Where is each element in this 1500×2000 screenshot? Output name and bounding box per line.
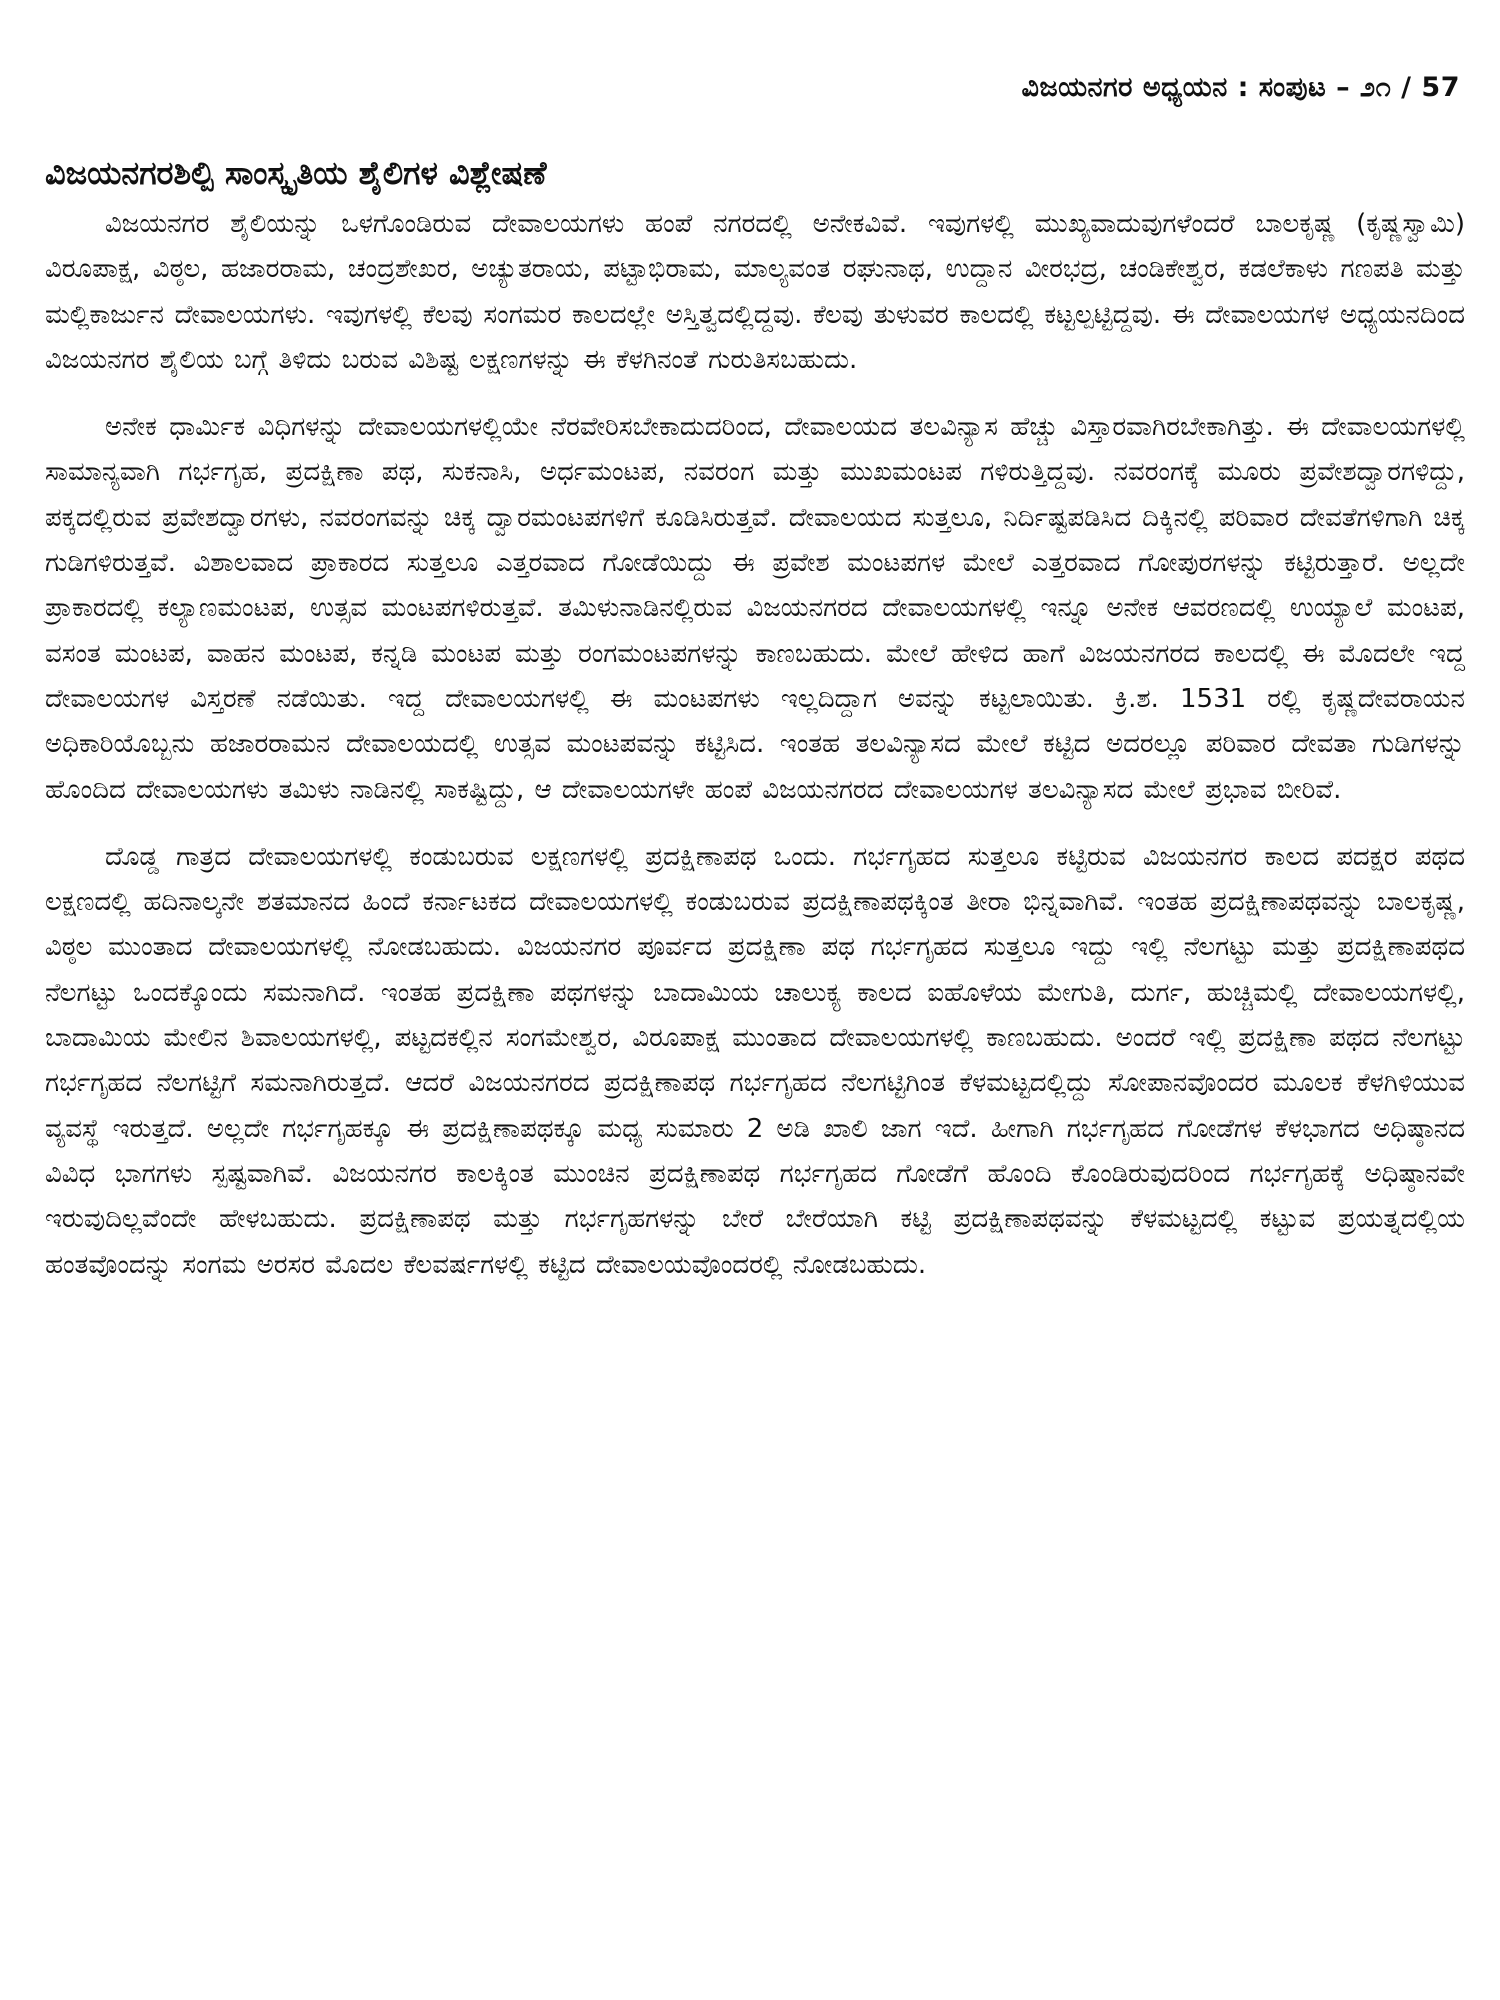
article-body <box>45 150 1465 1310</box>
paragraph-3: ದೊಡ್ಡ ಗಾತ್ರದ ದೇವಾಲಯಗಳಲ್ಲಿ ಕಂಡುಬರುವ ಲಕ್ಷಣಗಳಲ್ಲಿ ಪ್ರದಕ್ಷಿಣಾಪಥ ಒಂದು. ಗರ್ಭಗೃಹದ ಸುತ್ತಲೂ ಕಟ್ಟಿರುವ ವಿಜಯನಗರ ಕಾಲದ ಪದಕ್ಷರ ಪಥದ ಲಕ್ಷಣದಲ್ಲಿ ಹದಿನಾಲ್ಕನೇ ಶತಮಾನದ ಹಿಂದೆ ಕರ್ನಾಟಕದ ದೇವಾಲಯಗಳಲ್ಲಿ ಕಂಡುಬರುವ ಪ್ರದಕ್ಷಿಣಾಪಥಕ್ಕಿಂತ ತೀರಾ ಭಿನ್ನವಾಗಿವೆ. ಇಂತಹ ಪ್ರದಕ್ಷಿಣಾಪಥವನ್ನು ಬಾಲಕೃಷ್ಣ, ವಿಠ್ಠಲ ಮುಂತಾದ ದೇವಾಲಯಗಳಲ್ಲಿ ನೋಡಬಹುದು. ವಿಜಯನಗರ ಪೂರ್ವದ ಪ್ರದಕ್ಷಿಣಾ ಪಥ ಗರ್ಭಗೃಹದ ಸುತ್ತಲೂ ಇದ್ದು ಇಲ್ಲಿ ನೆಲಗಟ್ಟು ಮತ್ತು ಪ್ರದಕ್ಷಿಣಾಪಥದ ನೆಲಗಟ್ಟು ಒಂದಕ್ಕೊಂದು ಸಮನಾಗಿದೆ. ಇಂತಹ ಪ್ರದಕ್ಷಿಣಾ ಪಥಗಳನ್ನು ಬಾದಾಮಿಯ ಚಾಲುಕ್ಯ ಕಾಲದ ಐಹೊಳೆಯ ಮೇಗುತಿ, ದುರ್ಗ, ಹುಚ್ಚಿಮಲ್ಲಿ ದೇವಾಲಯಗಳಲ್ಲಿ, ಬಾದಾಮಿಯ ಮೇಲಿನ ಶಿವಾಲಯಗಳಲ್ಲಿ, ಪಟ್ಟದಕಲ್ಲಿನ ಸಂಗಮೇಶ್ವರ, ವಿರೂಪಾಕ್ಷ ಮುಂತಾದ ದೇವಾಲಯಗಳಲ್ಲಿ ಕಾಣಬಹುದು. ಅಂದರೆ ಇಲ್ಲಿ ಪ್ರದಕ್ಷಿಣಾ ಪಥದ ನೆಲಗಟ್ಟು ಗರ್ಭಗೃಹದ ನೆಲಗಟ್ಟಿಗೆ ಸಮನಾಗಿರುತ್ತದೆ. ಆದರೆ ವಿಜಯನಗರದ ಪ್ರದಕ್ಷಿಣಾಪಥ ಗರ್ಭಗೃಹದ ನೆಲಗಟ್ಟಿಗಿಂತ ಕೆಳಮಟ್ಟದಲ್ಲಿದ್ದು ಸೋಪಾನವೊಂದರ ಮೂಲಕ ಕೆಳಗಿಳಿಯುವ ವ್ಯವಸ್ಥೆ ಇರುತ್ತದೆ. ಅಲ್ಲದೇ ಗರ್ಭಗೃಹಕ್ಕೂ ಈ ಪ್ರದಕ್ಷಿಣಾಪಥಕ್ಕೂ ಮಧ್ಯ ಸುಮಾರು 2 ಅಡಿ ಖಾಲಿ ಜಾಗ ಇದೆ. ಹೀಗಾಗಿ ಗರ್ಭಗೃಹದ ಗೋಡೆಗಳ ಕೆಳಭಾಗದ ಅಧಿಷ್ಠಾನದ ವಿವಿಧ ಭಾಗಗಳು ಸ್ಪಷ್ಟವಾಗಿವೆ. ವಿಜಯನಗರ ಕಾಲಕ್ಕಿಂತ ಮುಂಚಿನ ಪ್ರದಕ್ಷಿಣಾಪಥ ಗರ್ಭಗೃಹದ ಗೋಡೆಗೆ ಹೊಂದಿ ಕೊಂಡಿರುವುದರಿಂದ ಗರ್ಭಗೃಹಕ್ಕೆ ಅಧಿಷ್ಠಾನವೇ ಇರುವುದಿಲ್ಲವೆಂದೇ ಹೇಳಬಹುದು. ಪ್ರದಕ್ಷಿಣಾಪಥ ಮತ್ತು ಗರ್ಭಗೃಹಗಳನ್ನು ಬೇರೆ ಬೇರೆಯಾಗಿ ಕಟ್ಟಿ ಪ್ರದಕ್ಷಿಣಾಪಥವನ್ನು ಕೆಳಮಟ್ಟದಲ್ಲಿ ಕಟ್ಟುವ ಪ್ರಯತ್ನದಲ್ಲಿಯ ಹಂತವೊಂದನ್ನು ಸಂಗಮ ಅರಸರ ಮೊದಲ ಕೆಲವರ್ಷಗಳಲ್ಲಿ ಕಟ್ಟಿದ ದೇವಾಲಯವೊಂದರಲ್ಲಿ ನೋಡಬಹುದು. <box>45 841 1465 1280</box>
paragraph-1: ವಿಜಯನಗರ ಶೈಲಿಯನ್ನು ಒಳಗೊಂಡಿರುವ ದೇವಾಲಯಗಳು ಹಂಪೆ ನಗರದಲ್ಲಿ ಅನೇಕವಿವೆ. ಇವುಗಳಲ್ಲಿ ಮುಖ್ಯವಾದುವುಗಳೆಂದರೆ ಬಾಲಕೃಷ್ಣ (ಕೃಷ್ಣಸ್ವಾಮಿ) ವಿರೂಪಾಕ್ಷ, ವಿಠ್ಠಲ, ಹಜಾರರಾಮ, ಚಂದ್ರಶೇಖರ, ಅಚ್ಯುತರಾಯ, ಪಟ್ಟಾಭಿರಾಮ, ಮಾಲ್ಯವಂತ ರಘುನಾಥ, ಉದ್ದಾನ ವೀರಭದ್ರ, ಚಂಡಿಕೇಶ್ವರ, ಕಡಲೆಕಾಳು ಗಣಪತಿ ಮತ್ತು ಮಲ್ಲಿಕಾರ್ಜುನ ದೇವಾಲಯಗಳು. ಇವುಗಳಲ್ಲಿ ಕೆಲವು ಸಂಗಮರ ಕಾಲದಲ್ಲೇ ಅಸ್ತಿತ್ವದಲ್ಲಿದ್ದವು. ಕೆಲವು ತುಳುವರ ಕಾಲದಲ್ಲಿ ಕಟ್ಟಲ್ಪಟ್ಟಿದ್ದವು. ಈ ದೇವಾಲಯಗಳ ಅಧ್ಯಯನದಿಂದ ವಿಜಯನಗರ ಶೈಲಿಯ ಬಗ್ಗೆ ತಿಳಿದು ಬರುವ ವಿಶಿಷ್ಟ ಲಕ್ಷಣಗಳನ್ನು ಈ ಕೆಳಗಿನಂತೆ ಗುರುತಿಸಬಹುದು. <box>45 209 1465 375</box>
running-header: ವಿಜಯನಗರ ಅಧ್ಯಯನ : ಸಂಪುಟ – ೨೧ / 57 <box>1021 72 1460 103</box>
paragraph-2: ಅನೇಕ ಧಾರ್ಮಿಕ ವಿಧಿಗಳನ್ನು ದೇವಾಲಯಗಳಲ್ಲಿಯೇ ನೆರವೇರಿಸಬೇಕಾದುದರಿಂದ, ದೇವಾಲಯದ ತಲವಿನ್ಯಾಸ ಹೆಚ್ಚು ವಿಸ್ತಾರವಾಗಿರಬೇಕಾಗಿತ್ತು. ಈ ದೇವಾಲಯಗಳಲ್ಲಿ ಸಾಮಾನ್ಯವಾಗಿ ಗರ್ಭಗೃಹ, ಪ್ರದಕ್ಷಿಣಾ ಪಥ, ಸುಕನಾಸಿ, ಅರ್ಧಮಂಟಪ, ನವರಂಗ ಮತ್ತು ಮುಖಮಂಟಪ ಗಳಿರುತ್ತಿದ್ದವು. ನವರಂಗಕ್ಕೆ ಮೂರು ಪ್ರವೇಶದ್ವಾರಗಳಿದ್ದು, ಪಕ್ಕದಲ್ಲಿರುವ ಪ್ರವೇಶದ್ವಾರಗಳು, ನವರಂಗವನ್ನು ಚಿಕ್ಕ ದ್ವಾರಮಂಟಪಗಳಿಗೆ ಕೂಡಿಸಿರುತ್ತವೆ. ದೇವಾಲಯದ ಸುತ್ತಲೂ, ನಿರ್ದಿಷ್ಟಪಡಿಸಿದ ದಿಕ್ಕಿನಲ್ಲಿ ಪರಿವಾರ ದೇವತೆಗಳಿಗಾಗಿ ಚಿಕ್ಕ ಗುಡಿಗಳಿರುತ್ತವೆ. ವಿಶಾಲವಾದ ಪ್ರಾಕಾರದ ಸುತ್ತಲೂ ಎತ್ತರವಾದ ಗೋಡೆಯಿದ್ದು ಈ ಪ್ರವೇಶ ಮಂಟಪಗಳ ಮೇಲೆ ಎತ್ತರವಾದ ಗೋಪುರಗಳನ್ನು ಕಟ್ಟಿರುತ್ತಾರೆ. ಅಲ್ಲದೇ ಪ್ರಾಕಾರದಲ್ಲಿ ಕಲ್ಯಾಣಮಂಟಪ, ಉತ್ಸವ ಮಂಟಪಗಳಿರುತ್ತವೆ. ತಮಿಳುನಾಡಿನಲ್ಲಿರುವ ವಿಜಯನಗರದ ದೇವಾಲಯಗಳಲ್ಲಿ ಇನ್ನೂ ಅನೇಕ ಆವರಣದಲ್ಲಿ ಉಯ್ಯಾಲೆ ಮಂಟಪ, ವಸಂತ ಮಂಟಪ, ವಾಹನ ಮಂಟಪ, ಕನ್ನಡಿ ಮಂಟಪ ಮತ್ತು ರಂಗಮಂಟಪಗಳನ್ನು ಕಾಣಬಹುದು. ಮೇಲೆ ಹೇಳಿದ ಹಾಗೆ ವಿಜಯನಗರದ ಕಾಲದಲ್ಲಿ ಈ ಮೊದಲೇ ಇದ್ದ ದೇವಾಲಯಗಳ ವಿಸ್ತರಣೆ ನಡೆಯಿತು. ಇದ್ದ ದೇವಾಲಯಗಳಲ್ಲಿ ಈ ಮಂಟಪಗಳು ಇಲ್ಲದಿದ್ದಾಗ ಅವನ್ನು ಕಟ್ಟಲಾಯಿತು. ಕ್ರಿ.ಶ. 1531 ರಲ್ಲಿ ಕೃಷ್ಣದೇವರಾಯನ ಅಧಿಕಾರಿಯೊಬ್ಬನು ಹಜಾರರಾಮನ ದೇವಾಲಯದಲ್ಲಿ ಉತ್ಸವ ಮಂಟಪವನ್ನು ಕಟ್ಟಿಸಿದ. ಇಂತಹ ತಲವಿನ್ಯಾಸದ ಮೇಲೆ ಕಟ್ಟಿದ ಅದರಲ್ಲೂ ಪರಿವಾರ ದೇವತಾ ಗುಡಿಗಳನ್ನು ಹೊಂದಿದ ದೇವಾಲಯಗಳು ತಮಿಳು ನಾಡಿನಲ್ಲಿ ಸಾಕಷ್ಟಿದ್ದು, ಆ ದೇವಾಲಯಗಳೇ ಹಂಪೆ ವಿಜಯನಗರದ ದೇವಾಲಯಗಳ ತಲವಿನ್ಯಾಸದ ಮೇಲೆ ಪ್ರಭಾವ ಬೀರಿವೆ. <box>45 412 1465 805</box>
section-title: ವಿಜಯನಗರಶಿಲ್ಪಿ ಸಾಂಸ್ಕೃತಿಯ ಶೈಲಿಗಳ ವಿಶ್ಲೇಷಣೆ <box>45 154 547 192</box>
